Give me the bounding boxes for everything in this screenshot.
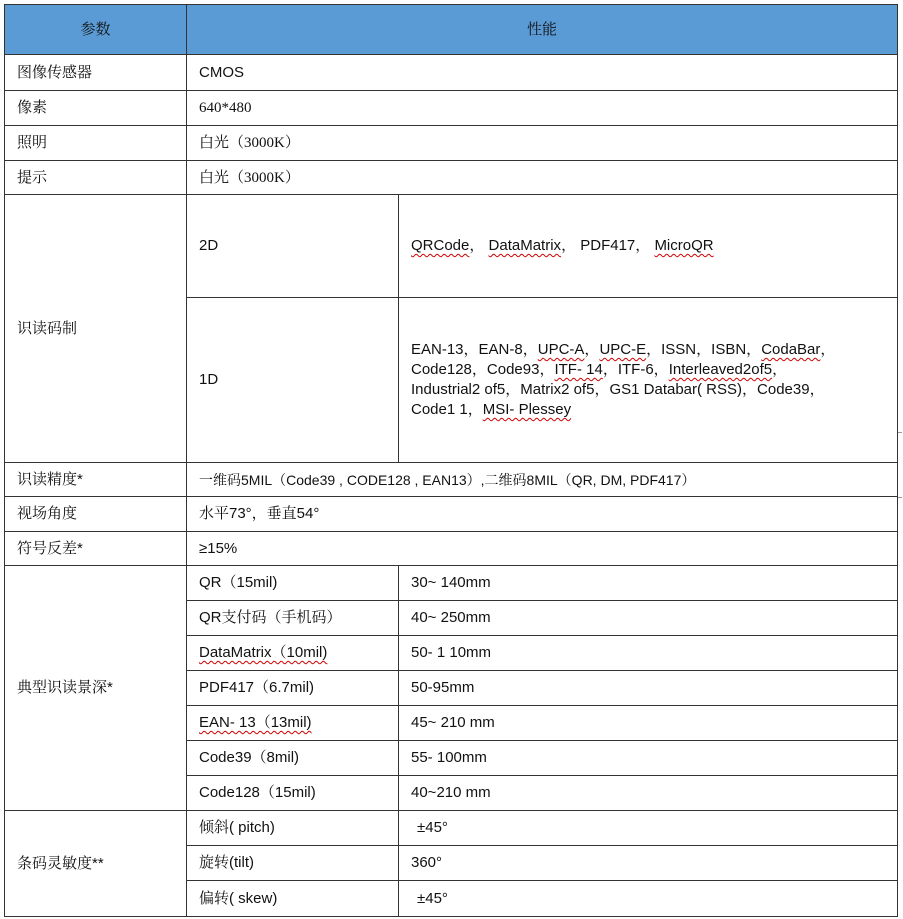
row-lighting [5,126,898,161]
dof-range: 30~ 140mm [399,566,898,601]
lighting-label: 照明 [5,126,187,161]
code-2d: QRCode [411,237,470,254]
table-header-row [5,5,898,55]
sensor-value: CMOS [187,55,898,91]
margin-tick [898,432,902,433]
dof-range: 55- 100mm [399,741,898,776]
dof-range: 50-95mm [399,671,898,706]
row-sensitivity [5,811,898,846]
dof-code-text: EAN- 13（13mil) [199,714,312,731]
code-1d: EAN-8 [478,341,523,358]
sensitivity-label: 条码灵敏度** [5,811,187,917]
symbology-1d-codes: EAN-13，EAN-8，UPC-A，UPC-E，ISSN，ISBN，CodaBar， Code128，Code93，ITF- 14，ITF-6，Interleaved2of5， Industrial2 of5，Matrix2 of5，GS1 Databar( RSS)，Code39， Code1 1，MSI- Plessey [399,298,898,463]
code-1d: ISBN [711,341,747,358]
precision-value: 一维码5MIL（Code39 , CODE128 , EAN13）,二维码8MIL（QR, DM, PDF417） [187,463,898,497]
code-1d: UPC-A [537,341,585,358]
dof-code: Code39（8mil) [187,741,399,776]
fov-label: 视场角度 [5,497,187,532]
code-1d: Code1 1 [411,401,468,418]
code-1d: GS1 Databar( RSS) [609,381,743,398]
code-1d: UPC-E [599,341,647,358]
margin-tick [898,497,902,498]
row-pixels [5,91,898,126]
precision-label: 识读精度* [5,463,187,497]
header-param: 参数 [5,5,187,55]
code-1d: ITF- 14 [554,361,603,378]
code-1d: ISSN [661,341,697,358]
dof-range: 40~ 250mm [399,601,898,636]
symbologies-label: 识读码制 [5,195,187,463]
row-symbology-2d [5,195,898,298]
dof-label: 典型识读景深* [5,566,187,811]
pixels-value: 640*480 [187,91,898,126]
code-1d: ITF-6 [617,361,654,378]
code-1d: CodaBar [761,341,821,358]
code-1d: Code128 [411,361,472,378]
indicator-value: 白光（3000K） [187,161,898,195]
dof-code [187,636,399,671]
code-2d: PDF417 [580,237,636,254]
symbology-2d-label: 2D [187,195,399,298]
sensitivity-name: 旋转(tilt) [187,846,399,881]
dof-range: 50- 1 10mm [399,636,898,671]
code-1d: Interleaved2of5 [668,361,773,378]
sensitivity-value: ±45° [399,811,898,846]
sensor-label: 图像传感器 [5,55,187,91]
fov-value: 水平73°，垂直54° [187,497,898,532]
dof-code: PDF417（6.7mil) [187,671,399,706]
code-1d: Code39 [757,381,810,398]
row-indicator [5,161,898,195]
row-fov [5,497,898,532]
row-contrast [5,532,898,566]
symbology-1d-label: 1D [187,298,399,463]
code-1d: Code93 [486,361,540,378]
dof-code-text: DataMatrix（10mil) [199,644,328,661]
sensitivity-value: 360° [399,846,898,881]
dof-code [187,706,399,741]
lighting-value: 白光（3000K） [187,126,898,161]
code-1d: Matrix2 of5 [520,381,595,398]
dof-code: QR支付码（手机码） [187,601,399,636]
sensitivity-value: ±45° [399,881,898,917]
code-1d: EAN-13 [411,341,464,358]
header-performance: 性能 [187,5,898,55]
pixels-label: 像素 [5,91,187,126]
sensitivity-name: 偏转( skew) [187,881,399,917]
dof-range: 45~ 210 mm [399,706,898,741]
dof-range: 40~210 mm [399,776,898,811]
dof-code: Code128（15mil) [187,776,399,811]
contrast-value: ≥15% [187,532,898,566]
sensitivity-name: 倾斜( pitch) [187,811,399,846]
code-2d: MicroQR [654,237,714,254]
dof-code: QR（15mil) [187,566,399,601]
code-2d: DataMatrix [488,237,562,254]
indicator-label: 提示 [5,161,187,195]
row-dof [5,566,898,601]
code-1d: Industrial2 of5 [411,381,506,398]
code-1d: MSI- Plessey [482,401,572,418]
contrast-label: 符号反差* [5,532,187,566]
row-precision [5,463,898,497]
spec-table [4,4,898,917]
symbology-2d-codes: QRCode， DataMatrix， PDF417， MicroQR [399,195,898,298]
row-sensor [5,55,898,91]
